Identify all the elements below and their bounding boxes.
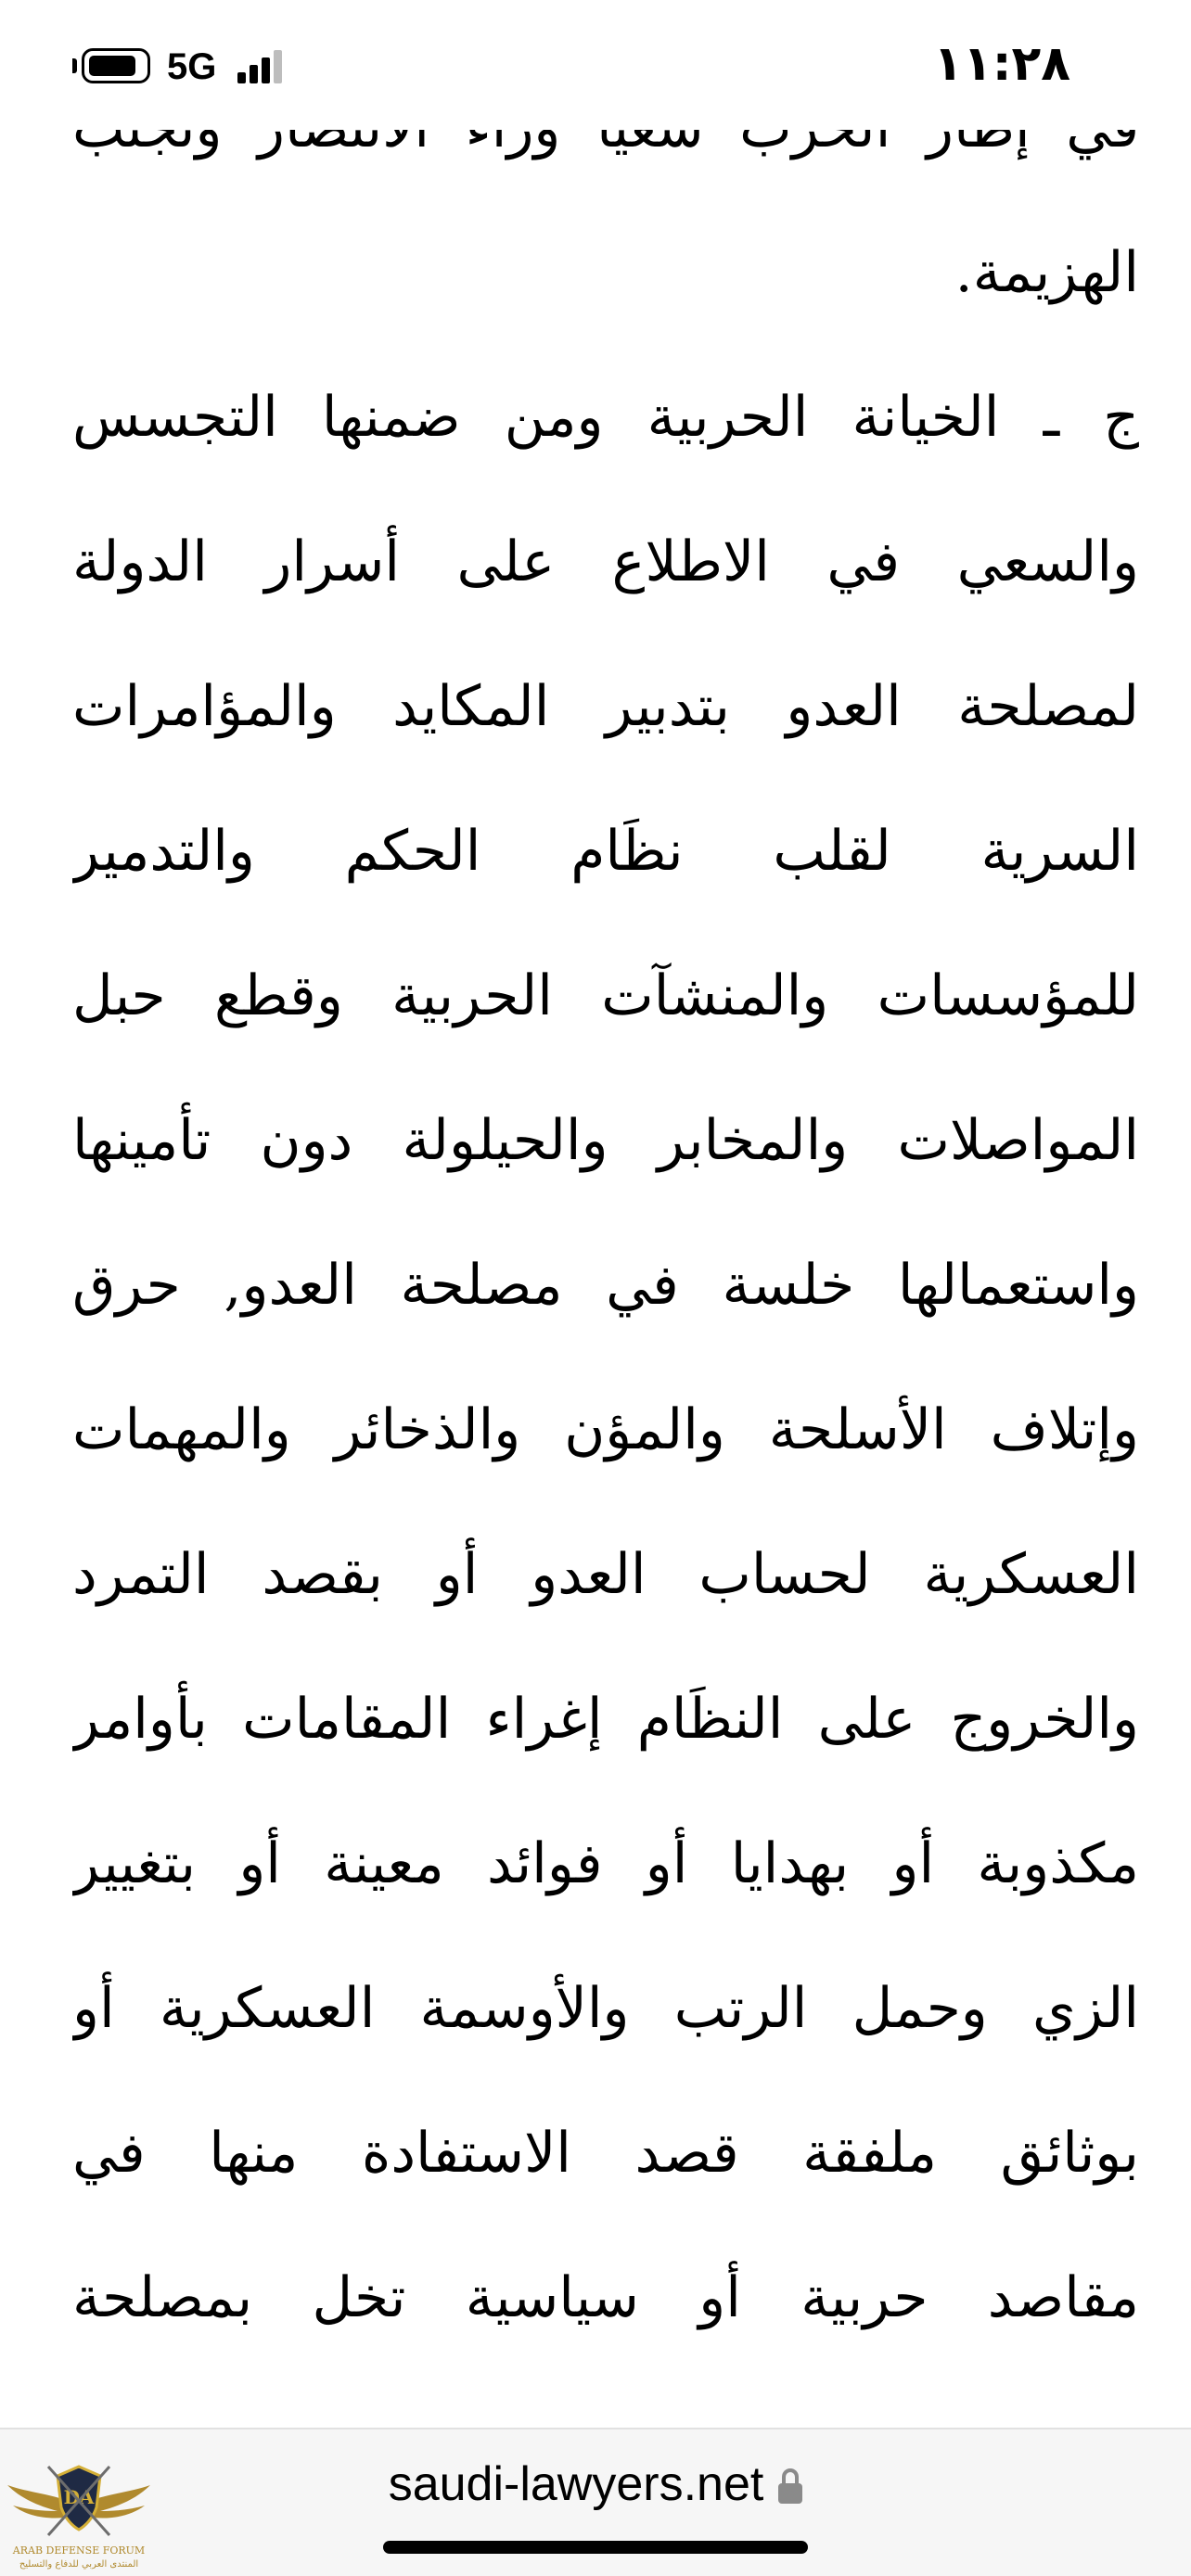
battery-cap — [72, 58, 77, 73]
article-line: والسعي في الاطلاع على أسرار الدولة — [72, 529, 1139, 594]
address-bar[interactable] — [0, 2455, 1191, 2513]
watermark-title: ARAB DEFENSE FORUM — [12, 2544, 146, 2557]
status-bar — [0, 0, 1191, 130]
url-text: saudi-lawyers.net — [388, 2457, 764, 2511]
lock-icon — [778, 2468, 802, 2504]
article-line: واستعمالها خلسة في مصلحة العدو, حرق — [72, 1253, 1139, 1318]
battery-icon — [82, 48, 150, 83]
article-body — [72, 56, 1139, 2428]
watermark-logo — [0, 2457, 158, 2576]
article-line: السرية لقلب نظَام الحكم والتدمير — [72, 819, 1139, 884]
article-line: وإتلاف الأسلحة والمؤن والذخائر والمهمات — [72, 1397, 1139, 1462]
article-line: لمصلحة العدو بتدبير المكايد والمؤامرات — [72, 674, 1139, 739]
article-line: الزي وحمل الرتب والأوسمة العسكرية أو — [72, 1976, 1139, 2041]
article-line: والخروج على النظَام إغراء المقامات بأوامر — [72, 1687, 1139, 1752]
signal-bars-icon — [237, 50, 293, 83]
status-time: ١١:٢٨ — [933, 36, 1070, 92]
article-line: للمؤسسات والمنشآت الحربية وقطع حبل — [72, 963, 1139, 1028]
article-line: بوثائق ملفقة قصد الاستفادة منها في — [72, 2121, 1139, 2186]
article-line: ج ـ الخيانة الحربية ومن ضمنها التجسس — [72, 385, 1139, 450]
article-line: العسكرية لحساب العدو أو بقصد التمرد — [72, 1542, 1139, 1607]
home-indicator[interactable] — [383, 2541, 808, 2554]
article-line: المواصلات والمخابر والحيلولة دون تأمينها — [72, 1108, 1139, 1173]
watermark-subtitle: المنتدى العربي للدفاع والتسليح — [19, 2559, 139, 2570]
article-line: مكذوبة أو بهدايا أو فوائد معينة أو بتغيير — [72, 1831, 1139, 1896]
browser-bottom-bar — [0, 2428, 1191, 2576]
emblem-initials: DA — [63, 2486, 95, 2508]
winged-emblem-icon — [0, 2457, 158, 2546]
network-type: 5G — [167, 46, 217, 87]
article-line: الهزيمة. — [954, 240, 1139, 305]
article-line: مقاصد حربية أو سياسية تخل بمصلحة — [72, 2265, 1139, 2330]
